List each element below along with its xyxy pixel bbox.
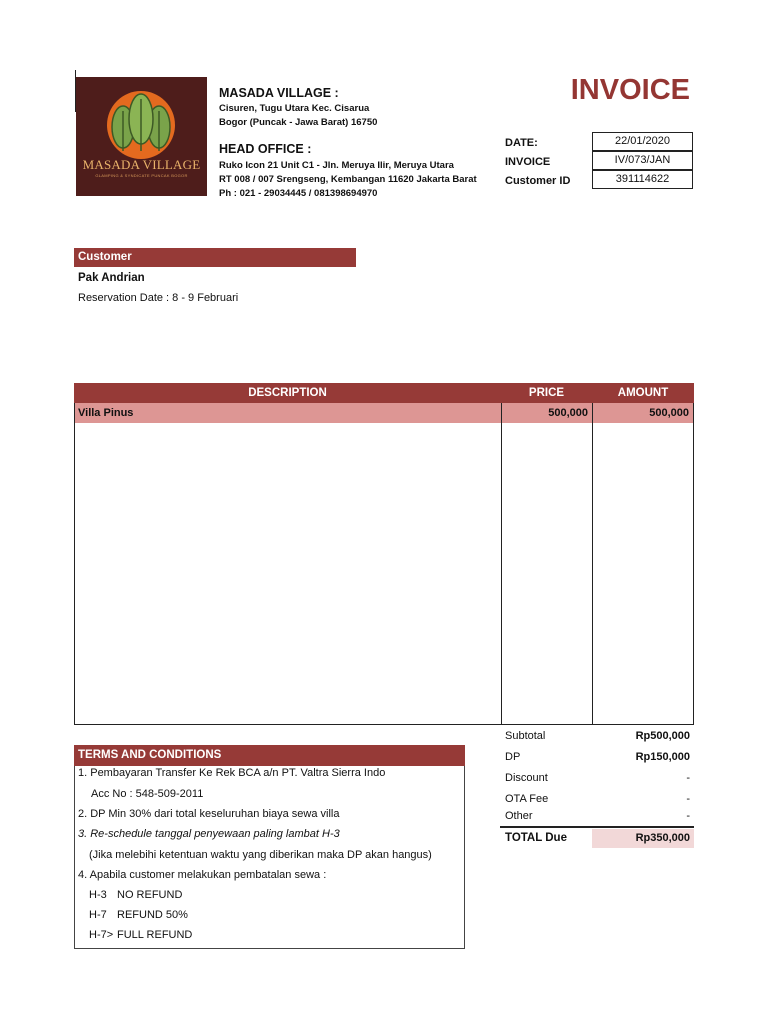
date-label: DATE: bbox=[505, 137, 538, 149]
subtotal-label: Subtotal bbox=[505, 730, 546, 742]
row-price: 500,000 bbox=[548, 407, 588, 419]
column-header-description: DESCRIPTION bbox=[248, 387, 327, 399]
discount-value: - bbox=[686, 772, 690, 784]
date-value: 22/01/2020 bbox=[592, 132, 693, 151]
reservation-date: Reservation Date : 8 - 9 Februari bbox=[78, 292, 239, 304]
discount-label: Discount bbox=[505, 772, 548, 784]
refund-day: H-7 bbox=[89, 909, 107, 921]
terms-header: TERMS AND CONDITIONS bbox=[74, 745, 465, 766]
company-name: MASADA VILLAGE : bbox=[219, 86, 339, 100]
terms-line: 4. Apabila customer melakukan pembatalan sewa : bbox=[78, 869, 327, 881]
row-amount: 500,000 bbox=[649, 407, 689, 419]
refund-day: H-3 bbox=[89, 889, 107, 901]
company-address-line: Bogor (Puncak - Jawa Barat) 16750 bbox=[219, 117, 378, 128]
refund-day: H-7> bbox=[89, 929, 114, 941]
head-office-title: HEAD OFFICE : bbox=[219, 142, 312, 156]
company-address-line: Cisuren, Tugu Utara Kec. Cisarua bbox=[219, 103, 370, 114]
invoice-number-label: INVOICE bbox=[505, 156, 551, 168]
customer-id-label: Customer ID bbox=[505, 175, 571, 187]
terms-line: 3. Re-schedule tanggal penyewaan paling lambat H-3 bbox=[78, 828, 340, 840]
customer-id-value: 391114622 bbox=[592, 170, 693, 189]
terms-line: Acc No : 548-509-2011 bbox=[91, 788, 204, 800]
company-logo bbox=[76, 77, 207, 196]
customer-header: Customer bbox=[74, 248, 356, 267]
items-table bbox=[74, 383, 694, 725]
invoice-number-value: IV/073/JAN bbox=[592, 151, 693, 170]
column-divider bbox=[592, 403, 593, 725]
customer-name: Pak Andrian bbox=[78, 272, 145, 284]
other-label: Other bbox=[505, 810, 533, 822]
refund-policy: FULL REFUND bbox=[117, 929, 193, 941]
dp-value: Rp150,000 bbox=[635, 751, 690, 763]
subtotal-value: Rp500,000 bbox=[635, 730, 690, 742]
dp-label: DP bbox=[505, 751, 521, 763]
terms-line: 2. DP Min 30% dari total keseluruhan biaya sewa villa bbox=[78, 808, 340, 820]
total-divider bbox=[500, 826, 694, 828]
head-office-line: Ruko Icon 21 Unit C1 - Jln. Meruya Ilir, Meruya Utara bbox=[219, 160, 454, 171]
head-office-line: Ph : 021 - 29034445 / 081398694970 bbox=[219, 188, 378, 199]
other-value: - bbox=[686, 810, 690, 822]
refund-policy: NO REFUND bbox=[117, 889, 183, 901]
logo-wordmark: MASADA VILLAGE bbox=[82, 157, 201, 172]
terms-line: (Jika melebihi ketentuan waktu yang diberikan maka DP akan hangus) bbox=[89, 849, 432, 861]
column-header-price: PRICE bbox=[528, 387, 565, 399]
column-header-amount: AMOUNT bbox=[617, 387, 669, 399]
ota-fee-label: OTA Fee bbox=[505, 793, 549, 805]
row-description: Villa Pinus bbox=[78, 407, 134, 419]
ota-fee-value: - bbox=[686, 793, 690, 805]
invoice-title: INVOICE bbox=[570, 74, 690, 106]
logo-tagline: GLAMPING & SYNDICATE PUNCAK BOGOR bbox=[95, 173, 188, 178]
column-divider bbox=[501, 403, 502, 725]
logo-trees-icon bbox=[76, 77, 207, 196]
head-office-line: RT 008 / 007 Srengseng, Kembangan 11620 Jakarta Barat bbox=[219, 174, 477, 185]
total-due-value: Rp350,000 bbox=[635, 832, 690, 844]
total-due-label: TOTAL Due bbox=[505, 832, 567, 844]
refund-policy: REFUND 50% bbox=[117, 909, 188, 921]
terms-line: 1. Pembayaran Transfer Ke Rek BCA a/n PT. Valtra Sierra Indo bbox=[78, 767, 386, 779]
